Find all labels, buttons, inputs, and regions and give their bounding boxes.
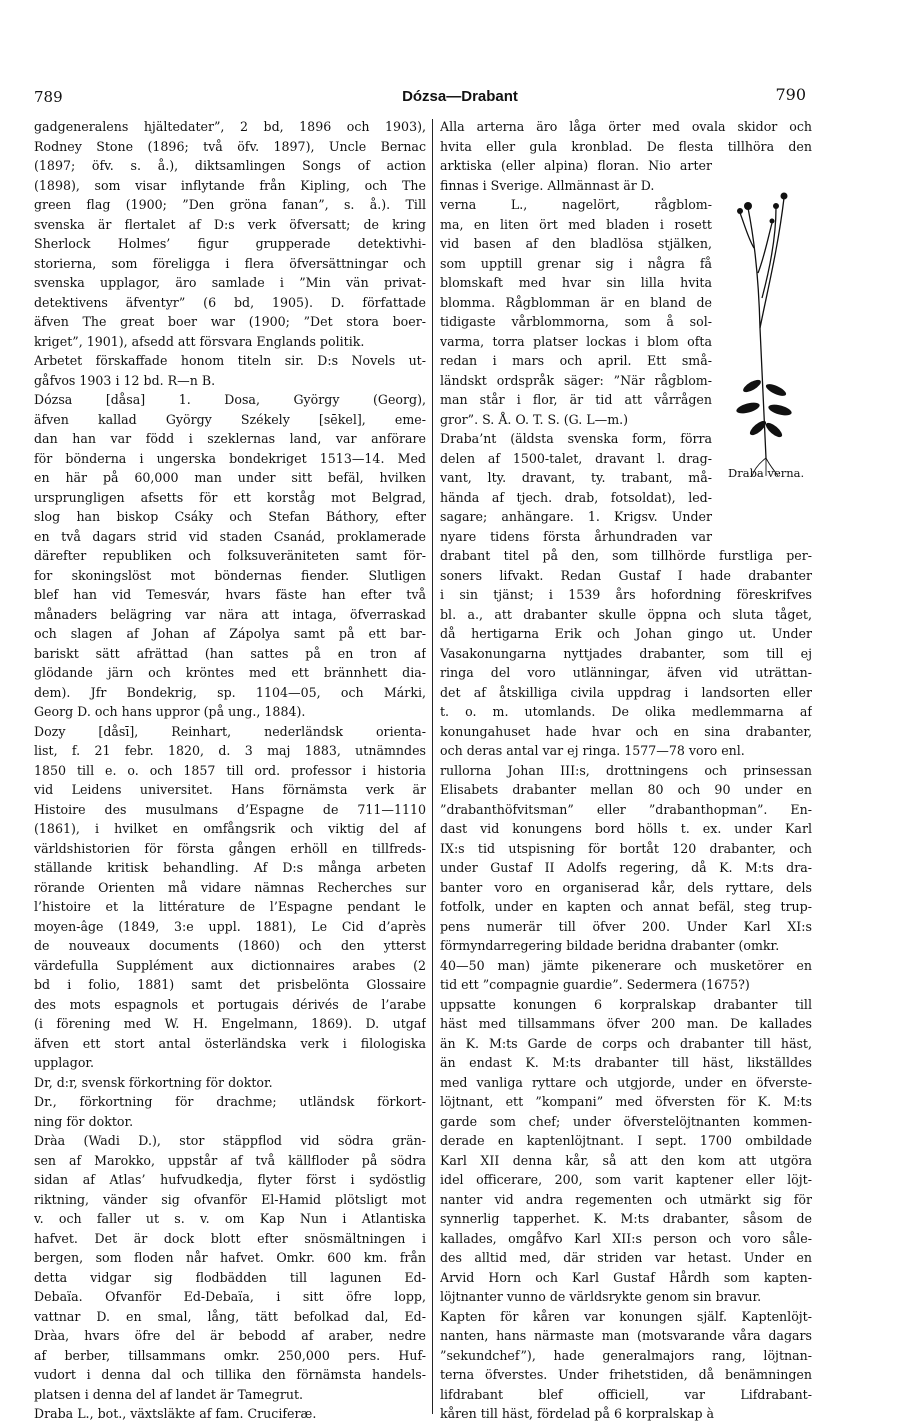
right-column-line: blomskaft med hvar sin lilla hvita (440, 275, 712, 290)
right-column-line: sagare; anhängare. 1. Krigsv. Under (440, 509, 712, 524)
left-column-line: slog han biskop Csáky och Stefan Báthory, efter (34, 509, 426, 524)
right-column-line: nanten, hans närmaste man (motsvarande våra dagars (440, 1328, 812, 1343)
left-column-line: detta vidgar sig flodbädden till lagunen Ed- (34, 1269, 426, 1285)
right-column-line: löjtnant, ett ”kompani” med öfversten för K. M:ts (440, 1094, 812, 1109)
left-column-line: Debaïa. Ofvanför Ed-Debaïa, i sitt öfre lopp, (34, 1289, 426, 1304)
right-column-line: hvita eller gula kronblad. De flesta tillhöra den (440, 138, 812, 154)
left-column-line: Dózsa [dåsa] 1. Dosa, György (Georg), (34, 392, 426, 407)
left-column-line: sidan af Atlas’ hufvudkedja, flyter först i sydöstlig (34, 1172, 426, 1187)
left-column-line: green flag (1900; ”Den gröna fanan”, s. å.). Till (34, 197, 426, 212)
left-column-line: de nouveaux documents (1860) och den ytterst (34, 938, 426, 953)
left-column-line: Sherlock Holmes’ figur grupperade detektivhi- (34, 236, 426, 251)
right-column-line: bl. a., att drabanter skulle öppna och sluta tåget, (440, 606, 812, 622)
left-column-line: bergen, som floden når hafvet. Omkr. 600 km. från (34, 1250, 426, 1265)
left-column-line: för bönderna i ungerska bondekriget 1513—14. Med (34, 450, 426, 466)
left-column-line: dem). Jfr Bondekrig, sp. 1104—05, och Márki, (34, 684, 426, 700)
left-column-line: Draba L., bot., växtsläkte af fam. Cruciferæ. (34, 1406, 317, 1421)
left-column-line: Dràa (Wadi D.), stor stäppflod vid södra grän- (34, 1133, 426, 1148)
right-column-line: IX:s tid utspisning för bortåt 120 drabanter, och (440, 840, 812, 856)
right-column-line: delen af 1500-talet, dravant l. drag- (440, 450, 712, 466)
right-column-line: banter voro en organiserad kår, dels ryttare, dels (440, 879, 812, 895)
right-column-line: derade en kaptenlöjtnant. I sept. 1700 ombildade (440, 1133, 812, 1148)
right-column-line: finnas i Sverige. Allmännast är D. (440, 177, 655, 193)
right-column-line: man står i flor, är tid att vårrågen (440, 392, 712, 407)
left-column-line: rörande Orienten må vidare nämnas Recherches sur (34, 879, 426, 895)
right-column-line: häst med tillsammans öfver 200 man. De kallades (440, 1016, 812, 1031)
right-column-line: än K. M:ts Garde de corps och drabanter till häst, (440, 1035, 812, 1051)
left-column-line: och slagen af Johan af Zápolya samt på ett bar- (34, 626, 426, 641)
right-column-line: verna L., nagelört, rågblom- (440, 197, 712, 212)
left-column-line: sen af Marokko, uppstår af två källfloder på södra (34, 1152, 426, 1168)
left-column-line: världshistorien för första gången erhöll en tillfreds- (34, 840, 426, 856)
left-column-line: en här på 60,000 man under sitt befäl, hvilken (34, 470, 426, 485)
right-column-line: pens numerär till öfver 200. Under Karl XI:s (440, 918, 812, 934)
left-column-line: värdefulla Supplément aux dictionnaires arabes (2 (34, 957, 426, 973)
page-title: Dózsa—Drabant (402, 88, 518, 105)
right-column-line: ländskt ordspråk säger: ”När rågblom- (440, 372, 712, 388)
left-column-line: (1898), som visar inflytande från Kipling, och The (34, 177, 426, 193)
right-column-line: Vasakonungarna nyttjades drabanter, som till ej (440, 645, 812, 661)
left-column-line: 1850 till e. o. och 1857 till ord. professor i historia (34, 762, 426, 778)
right-column-line: gror”. S. Å. O. T. S. (G. L—m.) (440, 411, 629, 427)
right-column-line: blomma. Rågblomman är en bland de (440, 294, 712, 310)
left-column-line: platsen i denna del af landet är Tamegrut. (34, 1386, 304, 1402)
right-column-line: t. o. m. utomlands. De olika medlemmarna af (440, 704, 812, 719)
right-column-line: 40—50 man) jämte pikenerare och musketörer en (440, 957, 812, 973)
right-column-line: rullorna Johan III:s, drottningens och prinsessan (440, 762, 812, 778)
right-column-line: terna öfverstes. Under frihetstiden, då benämningen (440, 1367, 812, 1382)
right-column-line: ”drabanthöfvitsman” eller ”drabanthopman”. En- (440, 801, 812, 817)
left-column-line: list, f. 21 febr. 1820, d. 3 maj 1883, utnämndes (34, 743, 426, 758)
left-column-line: en två dagars strid vid staden Csanád, proklamerade (34, 528, 426, 544)
left-column-line: äfven ett stort antal österländska verk i filologiska (34, 1035, 426, 1051)
left-column-line: des mots espagnols et portugais dérivés de l’arabe (34, 996, 426, 1012)
left-column-line: Dr, d:r, svensk förkortning för doktor. (34, 1074, 273, 1090)
right-column-line: hända af tjech. drab, fotsoldat), led- (440, 489, 712, 505)
right-column-line: varma, torra platser lockas i blom ofta (440, 333, 712, 349)
right-column-line: Elisabets drabanter mellan 80 och 90 under en (440, 782, 812, 797)
left-column-line: bariskt sätt afrättad (han sattes på en tron af (34, 645, 426, 661)
left-column-line: äfven kallad György Székely [sēkel], eme- (34, 411, 426, 427)
right-column-line: fotfolk, under en kapten och annat befäl, steg trup- (440, 899, 812, 914)
left-column-line: därefter republiken och folksuveräniteten samt för- (34, 548, 426, 563)
right-column-line: nanter vid andra regementen och utmärkt sig för (440, 1191, 812, 1207)
left-column-line: vid Leidens universitet. Hans förnämsta verk är (34, 782, 426, 797)
right-column-line: garde som chef; under öfverstelöjtnanten kommen- (440, 1113, 812, 1129)
right-column-line: redan i mars och april. Ett små- (440, 353, 712, 368)
right-column-line: Karl XII denna kår, så att den kom att utgöra (440, 1152, 812, 1168)
right-column-line: ringa del voro utlänningar, äfven vid uträttan- (440, 665, 812, 680)
right-column-line: ma, en liten ört med bladen i rosett (440, 216, 712, 232)
left-column-line: bd i folio, 1881) samt det prisbelönta Glossaire (34, 977, 426, 992)
left-column-line: vudort i denna dal och tillika den förnämsta handels- (34, 1367, 426, 1382)
left-column-line: Georg D. och hans uppror (på ung., 1884). (34, 704, 306, 719)
left-column-line: kriget”, 1901), afsedd att försvara Englands politik. (34, 333, 365, 349)
right-column-line: Arvid Horn och Karl Gustaf Hårdh som kapten- (440, 1269, 812, 1285)
right-column-line: med vanliga ryttare och utgjorde, under en öfverste- (440, 1074, 812, 1090)
right-column-line: som upptill grenar sig i några få (440, 255, 712, 271)
left-column-line: gadgeneralens hjältedater”, 2 bd, 1896 och 1903), (34, 119, 426, 134)
left-column-line: l’histoire et la littérature de l’Espagne pendant le (34, 899, 426, 914)
right-column-line: och deras antal var ej ringa. 1577—78 voro enl. (440, 743, 745, 758)
right-column-line: synnerlig tapperhet. K. M:ts drabanter, såsom de (440, 1211, 812, 1226)
left-column-line: gåfvos 1903 i 12 bd. R—n B. (34, 372, 216, 388)
right-column-line: vid basen af den bladlösa stjälken, (440, 236, 712, 251)
left-column-line: dan han var född i szeklernas land, var anförare (34, 431, 426, 446)
right-column-line: tidigaste vårblommorna, som å sol- (440, 314, 712, 329)
right-column-line: des alltid med, där striden var hetast. Under en (440, 1250, 812, 1265)
right-column-line: uppsatte konungen 6 korpralskap drabanter till (440, 996, 812, 1012)
left-column-line: for skoningslöst mot böndernas fiender. Slutligen (34, 567, 426, 583)
right-column-line: drabant titel på den, som tillhörde furstliga per- (440, 548, 812, 563)
left-column-line: vattnar D. en smal, lång, tätt befolkad dal, Ed- (34, 1308, 426, 1324)
left-column-line: Arbetet förskaffade honom titeln sir. D:s Novels ut- (34, 353, 426, 368)
right-column-line: det af åtskilliga civila uppdrag i landsorten eller (440, 684, 812, 700)
left-column-line: svenska är flertalet af D:s verk öfversatt; de kring (34, 216, 426, 232)
left-column-line: hafvet. Det är dock blott efter snösmältningen i (34, 1230, 426, 1246)
right-column-line: Alla arterna äro låga örter med ovala skidor och (440, 119, 812, 134)
left-column-line: riktning, vänder sig ofvanför El-Hamid plötsligt mot (34, 1191, 426, 1207)
left-column-line: ning för doktor. (34, 1113, 134, 1129)
right-column-line: under Gustaf II Adolfs regering, då K. M:ts dra- (440, 860, 812, 875)
right-column-line: då hertigarna Erik och Johan gingo ut. Under (440, 626, 812, 641)
left-column-line: v. och faller ut s. v. om Kap Nun i Atlantiska (34, 1211, 426, 1226)
left-column-line: månaders belägring var nära att intaga, öfverraskad (34, 606, 426, 622)
left-column-line: blef han vid Temesvár, hvars fäste han efter två (34, 587, 426, 602)
left-column-line: detektivens äfventyr” (6 bd, 1905). D. författade (34, 294, 426, 310)
left-column (34, 117, 426, 1424)
draba-verna-illustration (718, 178, 808, 478)
left-column-line: ursprungligen afsetts för ett korståg mot Belgrad, (34, 489, 426, 505)
left-column-line: storierna, som föreligga i flera öfversättningar och (34, 255, 426, 271)
left-column-line: upplagor. (34, 1055, 95, 1070)
figure-caption: Draba verna. (728, 466, 805, 480)
left-column-line: (i förening med W. H. Engelmann, 1869). D. utgaf (34, 1016, 426, 1031)
left-column-line: svenska upplagor, äro samlade i ”Min vän privat- (34, 275, 426, 290)
right-column-line: än endast K. M:ts drabanter till häst, likställdes (440, 1055, 812, 1070)
left-column-line: (1861), i hvilket en omfångsrik och viktig del af (34, 821, 426, 836)
left-column-line: Rodney Stone (1896; två öfv. 1897), Uncle Bernac (34, 138, 426, 154)
right-column-line: tid ett ”compagnie guardie”. Sedermera (1675?) (440, 977, 750, 992)
column-divider (432, 119, 433, 1414)
right-column-line: idel officerare, 200, som varit kaptener eller löjt- (440, 1172, 812, 1187)
left-page-number: 789 (34, 88, 63, 106)
right-column-line: kåren till häst, fördelad på 6 korpralskap à (440, 1406, 715, 1421)
right-column-line: förmyndarregering bildade beridna drabanter (omkr. (440, 938, 780, 953)
right-column-line: soners lifvakt. Redan Gustaf I hade drabanter (440, 567, 812, 583)
right-column-line: nyare tidens första århundraden var (440, 528, 712, 544)
right-column-line: Kapten för kåren var konungen själf. Kaptenlöjt- (440, 1308, 812, 1324)
right-column-line: ”sekundchef”), hade generalmajors rang, löjtnan- (440, 1347, 812, 1363)
right-column-line: arktiska (eller alpina) floran. Nio arter (440, 158, 712, 173)
left-column-line: af berber, tillsammans omkr. 250,000 pers. Huf- (34, 1347, 426, 1363)
right-column-line: löjtnanter vunno de världsrykte genom sin bravur. (440, 1289, 762, 1304)
right-column-line: kallades, omgåfvo Karl XII:s person och voro såle- (440, 1230, 812, 1246)
left-column-line: (1897; öfv. s. å.), diktsamlingen Songs of action (34, 158, 426, 173)
left-column-line: Dr., förkortning för drachme; utländsk förkort- (34, 1094, 426, 1109)
left-column-line: Histoire des musulmans d’Espagne de 711—1110 (34, 801, 426, 817)
right-column-line: vant, lty. dravant, ty. trabant, må- (440, 470, 712, 485)
left-column-line: Dozy [dåsī], Reinhart, nederländsk orienta- (34, 723, 426, 739)
left-column-line: äfven The great boer war (1900; ”Det stora boer- (34, 314, 426, 329)
right-column-line: Draba’nt (äldsta svenska form, förra (440, 431, 712, 446)
left-column-line: moyen-âge (1849, 3:e uppl. 1881), Le Cid d’après (34, 918, 426, 934)
right-column-line: konungahuset hade hvar och en sina drabanter, (440, 723, 812, 739)
right-column-line: i sin tjänst; i 1539 års hofordning föreskrifves (440, 587, 812, 602)
right-column-line: dast vid konungens bord hölls t. ex. under Karl (440, 821, 812, 836)
left-column-line: ställande kritisk behandling. Af D:s många arbeten (34, 860, 426, 875)
left-column-line: Dràa, hvars öfre del är bebodd af araber, nedre (34, 1328, 426, 1343)
left-column-line: glödande järn och kröntes med ett brännhett dia- (34, 665, 426, 680)
right-page-number: 790 (775, 85, 806, 104)
right-column-line: lifdrabant blef officiell, var Lifdrabant- (440, 1386, 812, 1402)
